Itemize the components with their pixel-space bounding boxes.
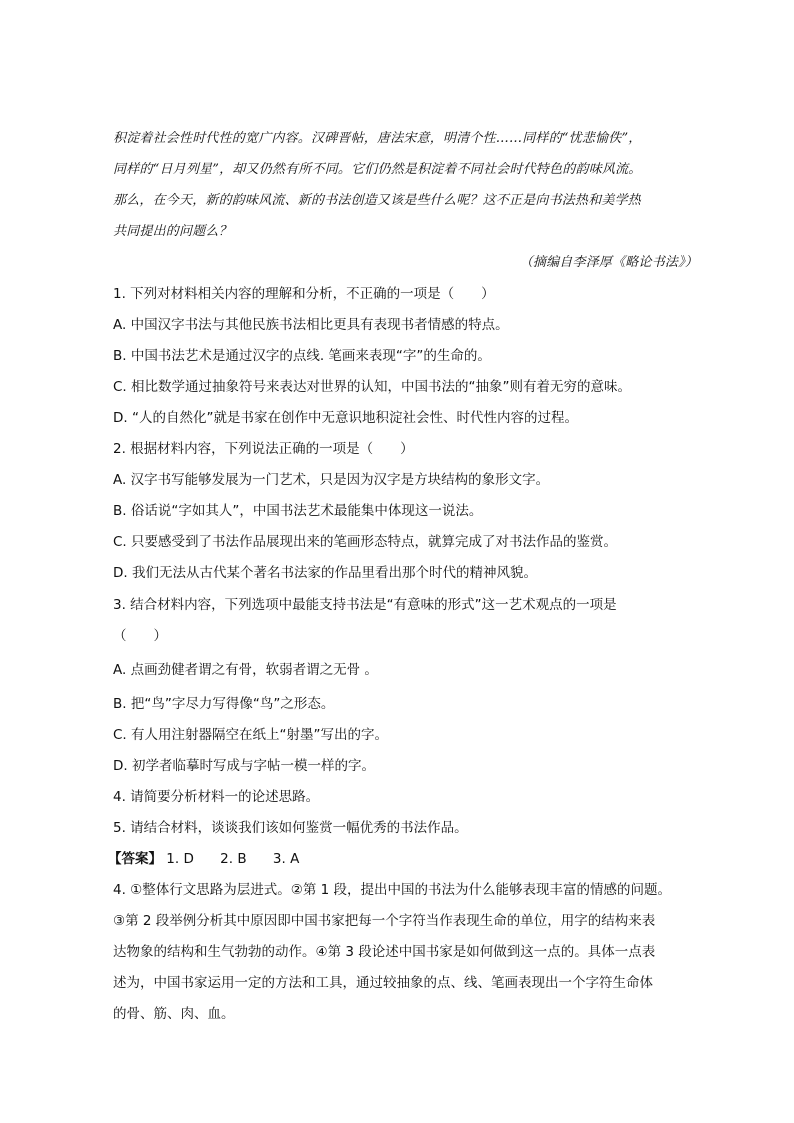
question-2-option-c: C. 只要感受到了书法作品展现出来的笔画形态特点，就算完成了对书法作品的鉴赏。 [113,534,618,550]
passage-line: 共同提出的问题么？ [113,224,232,239]
passage-source: （摘编自李泽厚《略论书法》） [519,255,698,270]
passage-line: 积淀着社会性时代性的宽广内容。汉碑晋帖，唐法宋意，明清个性……同样的“忧悲愉佚”， [113,131,642,146]
answer-4-line: 达物象的结构和生气勃勃的动作。④第 3 段论述中国书家是如何做到这一点的。具体一点表 [113,944,656,960]
answer-4-line: 的骨、筋、肉、血。 [113,1006,235,1022]
answer-4-line: ③第 2 段举例分析其中原因即中国书家把每一个字符当作表现生命的单位，用字的结构来表 [113,913,656,929]
answer-4-line: 4. ①整体行文思路为层进式。②第 1 段，提出中国的书法为什么能够表现丰富的情感的问题。 [113,882,672,898]
question-1-option-d: D. “人的自然化”就是书家在创作中无意识地积淀社会性、时代性内容的过程。 [113,410,578,426]
answer-row [108,849,693,869]
question-3-option-c: C. 有人用注射器隔空在纸上“射墨”写出的字。 [113,727,388,743]
answer-item: 2. B [220,851,247,867]
question-3-stem-cont: （ ） [113,628,167,644]
answer-tag: 【答案】 [108,851,162,867]
question-3-stem: 3. 结合材料内容，下列选项中最能支持书法是“有意味的形式”这一艺术观点的一项是 [113,597,617,613]
question-5-stem: 5. 请结合材料，谈谈我们该如何鉴赏一幅优秀的书法作品。 [113,820,468,836]
answer-4-line: 述为，中国书家运用一定的方法和工具，通过较抽象的点、线、笔画表现出一个字符生命体 [113,975,653,991]
question-2-option-b: B. 俗话说“字如其人”，中国书法艺术最能集中体现这一说法。 [113,503,483,519]
question-1-stem: 1. 下列对材料相关内容的理解和分析，不正确的一项是（ ） [113,286,495,302]
question-1-option-a: A. 中国汉字书法与其他民族书法相比更具有表现书者情感的特点。 [113,317,509,333]
question-1-option-b: B. 中国书法艺术是通过汉字的点线. 笔画来表现“字”的生命的。 [113,348,491,364]
question-3-option-a: A. 点画劲健者谓之有骨，软弱者谓之无骨 。 [113,662,378,678]
question-3-option-b: B. 把“鸟”字尽力写得像“鸟”之形态。 [113,696,335,712]
question-2-option-a: A. 汉字书写能够发展为一门艺术，只是因为汉字是方块结构的象形文字。 [113,472,550,488]
passage-line: 那么，在今天，新的韵味风流、新的书法创造又该是些什么呢？这不正是向书法热和美学热 [113,193,642,208]
answer-item: 1. D [166,851,194,867]
question-4-stem: 4. 请简要分析材料一的论述思路。 [113,789,320,805]
question-1-option-c: C. 相比数学通过抽象符号来表达对世界的认知，中国书法的“抽象”则有着无穷的意味。 [113,379,631,395]
answer-item: 3. A [272,851,300,867]
passage-line: 同样的“日月列星”，却又仍然有所不同。它们仍然是积淀着不同社会时代特色的韵味风流。 [113,162,642,177]
question-2-stem: 2. 根据材料内容，下列说法正确的一项是（ ） [113,441,414,457]
question-3-option-d: D. 初学者临摹时写成与字帖一模一样的字。 [113,758,375,774]
question-2-option-d: D. 我们无法从古代某个著名书法家的作品里看出那个时代的精神风貌。 [113,565,537,581]
